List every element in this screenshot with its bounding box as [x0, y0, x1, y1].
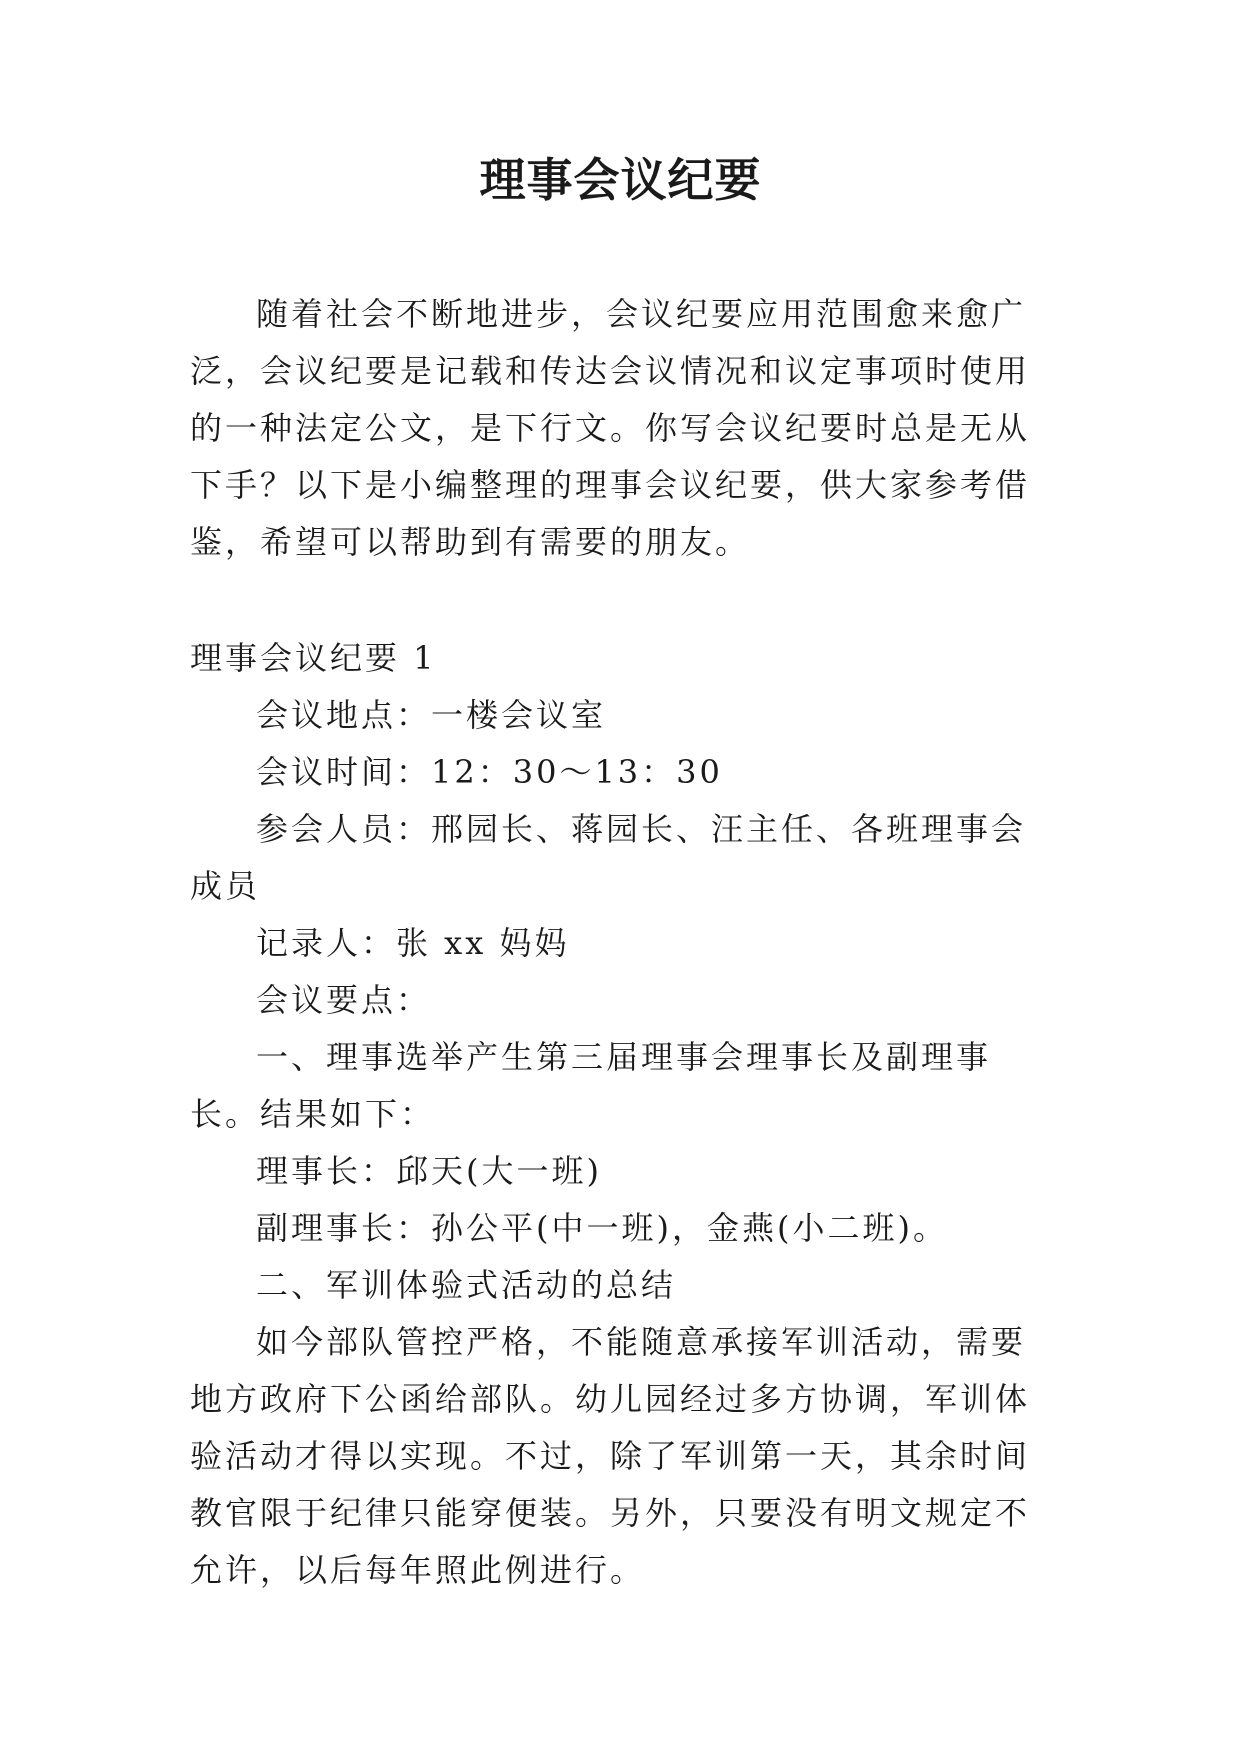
point-two-body: 如今部队管控严格，不能随意承接军训活动，需要地方政府下公函给部队。幼儿园经过多方协调，军训体验活动才得以实现。不过，除了军训第一天，其余时间教官限于纪律只能穿便装。另外，只要没有明文规定不允许，以后每年照此例进行。: [190, 1323, 1031, 1589]
point-two: 二、军训体验式活动的总结: [256, 1266, 677, 1304]
point-one: 一、理事选举产生第三届理事会理事长及副理事长。结果如下：: [190, 1038, 992, 1133]
chairman-line: 理事长：邱天(大一班): [256, 1152, 602, 1190]
document-title: 理事会议纪要: [479, 153, 762, 207]
section-heading: 理事会议纪要 1: [190, 639, 437, 677]
key-points-label: 会议要点：: [256, 981, 432, 1019]
intro-block: [190, 286, 1060, 571]
vice-chairman-line: 副理事长：孙公平(中一班)，金燕(小二班)。: [256, 1209, 948, 1247]
meeting-time: 会议时间：12：30～13：30: [256, 753, 723, 791]
meeting-recorder: 记录人：张 xx 妈妈: [256, 924, 570, 962]
intro-paragraph: 随着社会不断地进步，会议纪要应用范围愈来愈广泛，会议纪要是记载和传达会议情况和议定事项时使用的一种法定公文，是下行文。你写会议纪要时总是无从下手？以下是小编整理的理事会议纪要，供大家参考借鉴，希望可以帮助到有需要的朋友。: [190, 295, 1031, 561]
meeting-attendees: 参会人员：邢园长、蒋园长、汪主任、各班理事会成员: [190, 810, 1027, 905]
minutes-section: [190, 630, 1060, 1599]
meeting-location: 会议地点：一楼会议室: [256, 696, 607, 734]
